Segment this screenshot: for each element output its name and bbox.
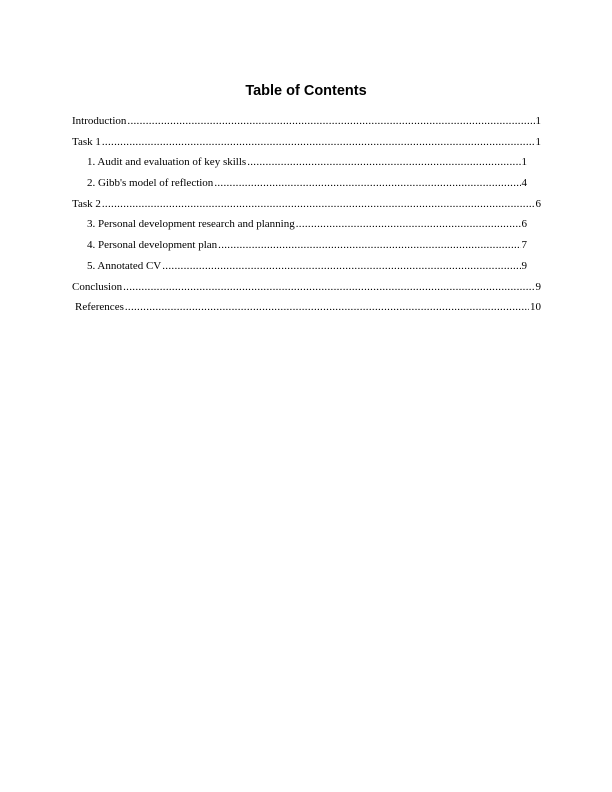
dot-leader [247,154,520,170]
toc-entry-task-1[interactable] [72,134,541,150]
toc-entry-task-2[interactable] [72,196,541,212]
toc-entry-page: 1 [535,136,541,148]
toc-entry-pdp[interactable] [87,237,527,253]
toc-entry-cv[interactable] [87,258,527,274]
toc-entry-label: Conclusion [72,281,123,293]
toc-entry-label: References [75,301,124,313]
toc-entry-label: 1. Audit and evaluation of key skills [87,156,247,168]
toc-entry-page: 1 [535,115,541,127]
toc-entry-gibbs[interactable] [87,175,527,191]
dot-leader [218,237,520,253]
toc-entry-label: Introduction [72,115,127,127]
toc-entry-references[interactable] [75,299,541,315]
dot-leader [296,216,521,232]
dot-leader [214,175,520,191]
toc-entry-page: 1 [521,156,527,168]
toc-title: Table of Contents [245,83,367,99]
dot-leader [127,113,534,129]
toc-entry-page: 10 [530,301,541,313]
toc-entry-research[interactable] [87,216,527,232]
toc-entry-label: Task 1 [72,136,101,148]
toc-entry-page: 9 [521,260,527,272]
toc-entry-label: 3. Personal development research and planning [87,218,295,230]
dot-leader [123,279,534,295]
toc-entry-introduction[interactable] [72,113,541,129]
toc-entry-label: 4. Personal development plan [87,239,218,251]
toc-entry-label: Task 2 [72,198,101,210]
dot-leader [162,258,520,274]
toc-entry-page: 9 [535,281,541,293]
toc-entry-page: 6 [521,218,527,230]
toc-entry-page: 4 [521,177,527,189]
toc-entry-label: 5. Annotated CV [87,260,162,272]
toc-entry-audit[interactable] [87,154,527,170]
toc-entry-page: 7 [521,239,527,251]
toc-entry-label: 2. Gibb's model of reflection [87,177,214,189]
dot-leader [102,134,535,150]
toc-entry-conclusion[interactable] [72,279,541,295]
toc-entry-page: 6 [535,198,541,210]
dot-leader [125,299,529,315]
dot-leader [102,196,535,212]
